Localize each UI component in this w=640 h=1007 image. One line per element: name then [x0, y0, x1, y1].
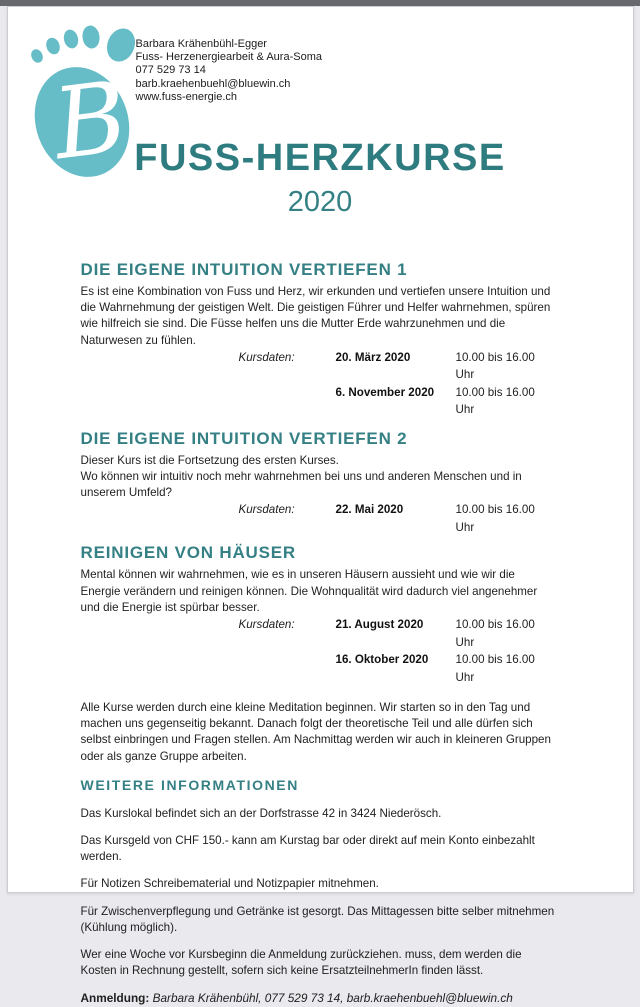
kd-spacer	[81, 384, 239, 419]
document-body	[8, 259, 633, 1007]
info-heading: WEITERE INFORMATIONEN	[80, 776, 299, 793]
info-section	[81, 775, 556, 1007]
section-paragraph: Mental können wir wahrnehmen, wie es in unseren Häusern aussieht und wie wir die Energie verändern und reinigen können. Die Wohnqualität wird dadurch viel angenehmer und die Energie ist spürbar besser.	[80, 568, 538, 614]
logo-letter-b: B	[47, 60, 133, 183]
course-time: 10.00 bis 16.00 Uhr	[455, 503, 535, 534]
foot-logo-icon	[25, 27, 147, 185]
kursdaten-label: Kursdaten:	[238, 503, 295, 517]
course-date: 22. Mai 2020	[335, 503, 404, 517]
contact-phone: 077 529 73 14	[135, 64, 206, 77]
contact-name: Barbara Krähenbühl-Egger	[135, 38, 267, 50]
info-paragraph: Das Kursgeld von CHF 150.- kann am Kurstag bar oder direkt auf mein Konto einbezahlt werden.	[80, 834, 535, 864]
section-paragraph: Wo können wir intuitiv noch mehr wahrnehmen bei uns und anderen Menschen und in unserem Umfeld?	[80, 470, 522, 500]
kursdaten-label: Kursdaten:	[238, 618, 295, 632]
info-paragraph: Wer eine Woche vor Kursbeginn die Anmeldung zurückziehen. muss, dem werden die Kosten in Rechnung gestellt, sofern sich keine ErsatzteilnehmerIn finden lässt.	[80, 948, 522, 978]
course-date: 21. August 2020	[335, 618, 424, 632]
kursdaten-row	[81, 349, 556, 384]
kursdaten-label: Kursdaten:	[238, 350, 295, 364]
kursdaten-row	[81, 501, 556, 536]
contact-block	[136, 38, 322, 104]
kursdaten-row	[81, 384, 556, 419]
contact-email: barb.kraehenbuehl@bluewin.ch	[135, 77, 291, 90]
course-date: 6. November 2020	[335, 385, 435, 399]
kursdaten-row	[81, 616, 556, 651]
course-section-1	[81, 259, 556, 419]
course-section-3	[81, 542, 556, 686]
kd-spacer	[81, 349, 239, 384]
course-time: 10.00 bis 16.00 Uhr	[455, 653, 535, 684]
page-year: 2020	[287, 186, 353, 218]
section-heading: REINIGEN VON HÄUSER	[80, 543, 296, 563]
kd-spacer	[239, 384, 336, 419]
section-heading: DIE EIGENE INTUITION VERTIEFEN 2	[80, 428, 408, 448]
page-title: FUSS-HERZKURSE	[134, 137, 506, 179]
course-date: 16. Oktober 2020	[335, 653, 429, 667]
course-date: 20. März 2020	[335, 350, 411, 364]
info-paragraph: Für Notizen Schreibematerial und Notizpapier mitnehmen.	[80, 877, 379, 891]
section-paragraph: Es ist eine Kombination von Fuss und Herz, wir erkunden und vertiefen unsere Intuition und die Wahrnehmung der geistigen Welt. Die geistigen Führer und Helfer wahrnehmen, spüren wie hilfreich sie sind. Die Füsse helfen uns die Mutter Erde wahrzunehmen und die Naturwesen zu fühlen.	[80, 285, 551, 347]
anmeldung-label: Anmeldung:	[80, 991, 150, 1006]
kd-spacer	[81, 616, 239, 651]
document-page	[7, 6, 634, 1006]
course-time: 10.00 bis 16.00 Uhr	[455, 350, 535, 382]
section-heading: DIE EIGENE INTUITION VERTIEFEN 1	[80, 260, 408, 279]
kd-spacer	[81, 501, 239, 536]
course-section-2	[81, 428, 556, 537]
closing-paragraph: Alle Kurse werden durch eine kleine Meditation beginnen. Wir starten so in den Tag und machen uns gegenseitig bekannt. Danach folgt der theoretische Teil und alle dürfen sich selbst einbringen und Fragen stellen. Am Nachmittag werden wir auch in kleineren Gruppen oder als ganze Gruppe arbeiten.	[80, 701, 551, 763]
foot-logo	[25, 27, 147, 185]
section-paragraph: Dieser Kurs ist die Fortsetzung des ersten Kurses.	[80, 453, 339, 467]
contact-website: www.fuss-energie.ch	[135, 90, 237, 103]
course-time: 10.00 bis 16.00 Uhr	[455, 618, 535, 649]
kursdaten-row	[81, 651, 556, 686]
kd-spacer	[239, 651, 336, 686]
anmeldung-line	[81, 990, 556, 1006]
info-paragraph: Das Kurslokal befindet sich an der Dorfstrasse 42 in 3424 Niederösch.	[80, 806, 442, 820]
anmeldung-contact: Barbara Krähenbühl, 077 529 73 14, barb.kraehenbuehl@bluewin.ch	[152, 991, 513, 1006]
kd-spacer	[81, 651, 239, 686]
contact-profession: Fuss- Herzenergiearbeit & Aura-Soma	[135, 51, 322, 64]
course-time: 10.00 bis 16.00 Uhr	[455, 385, 535, 417]
info-paragraph: Für Zwischenverpflegung und Getränke ist gesorgt. Das Mittagessen bitte selber mitnehmen (Kühlung möglich).	[80, 904, 555, 934]
